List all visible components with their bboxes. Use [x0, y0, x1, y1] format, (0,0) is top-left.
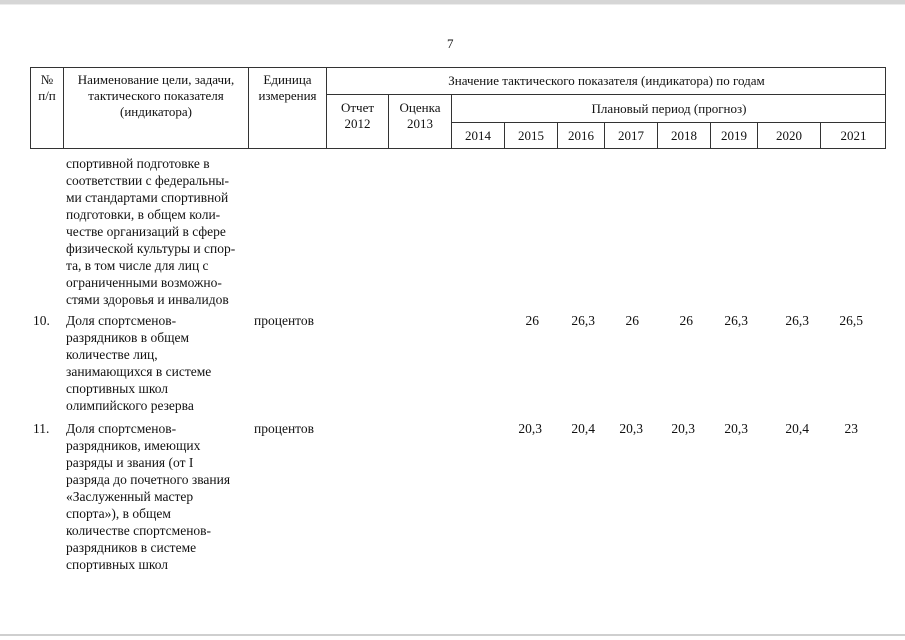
header-border-top	[30, 67, 886, 68]
row-name	[66, 420, 230, 573]
continuation-line: соответствии с федеральны-	[66, 173, 229, 188]
row-name-line: занимающихся в системе	[66, 364, 212, 379]
row-name-line: разряды и звания (от I	[66, 455, 194, 470]
row-name-line: Доля спортсменов-	[66, 421, 177, 436]
row-name-line: разрядников, имеющих	[66, 438, 201, 453]
header-report-line1: Отчет	[340, 100, 375, 115]
scan-edge-top-shadow	[0, 4, 905, 5]
row-value-2019: 20,3	[724, 421, 748, 436]
header-name	[64, 72, 248, 120]
row-name-line: разрядников в общем	[66, 330, 190, 345]
header-report	[327, 100, 388, 132]
header-unit	[249, 72, 326, 104]
row-value-2021: 26,5	[839, 313, 863, 328]
row-number: 10.	[33, 313, 50, 328]
row-name-line: спортивных школ	[66, 381, 169, 396]
header-num	[31, 72, 63, 104]
continuation-line: подготовки, в общем коли-	[66, 207, 221, 222]
header-estimate-line2: 2013	[407, 116, 433, 131]
header-year: 2020	[776, 128, 802, 143]
header-name-line2: тактического показателя	[88, 88, 224, 103]
row-value-2016: 20,4	[571, 421, 595, 436]
row-value-2016: 26,3	[571, 313, 595, 328]
row-value-2018: 26	[679, 313, 693, 328]
header-estimate-line1: Оценка	[399, 100, 441, 115]
row-name	[66, 312, 211, 414]
header-sep-values	[326, 94, 886, 95]
row-value-2020: 26,3	[785, 313, 809, 328]
header-estimate	[389, 100, 451, 132]
row-name-line: разрядников в системе	[66, 540, 197, 555]
header-year: 2014	[465, 128, 491, 143]
header-name-line3: (индикатора)	[120, 104, 192, 119]
continuation-text	[66, 155, 235, 308]
header-year: 2019	[721, 128, 747, 143]
header-num-line2: п/п	[38, 88, 56, 103]
row-value-2015: 26	[525, 313, 539, 328]
header-name-line1: Наименование цели, задачи,	[77, 72, 235, 87]
row-unit: процентов	[254, 313, 315, 328]
continuation-line: физической культуры и спор-	[66, 241, 236, 256]
row-name-line: разряда до почетного звания	[66, 472, 231, 487]
header-unit-line1: Единица	[263, 72, 312, 87]
header-values-title: Значение тактического показателя (индикатора) по годам	[448, 73, 765, 88]
row-value-2020: 20,4	[785, 421, 809, 436]
continuation-line: стями здоровья и инвалидов	[66, 292, 229, 307]
scan-edge-bottom	[0, 634, 905, 636]
row-name-line: олимпийского резерва	[66, 398, 194, 413]
table-header	[30, 67, 886, 149]
header-num-line1: №	[40, 72, 54, 87]
header-year: 2015	[518, 128, 544, 143]
header-year: 2018	[671, 128, 697, 143]
continuation-line: ми стандартами спортивной	[66, 190, 229, 205]
row-name-line: количестве лиц,	[66, 347, 158, 362]
continuation-line: ограниченными возможно-	[66, 275, 222, 290]
row-value-2015: 20,3	[518, 421, 542, 436]
row-name-line: «Заслуженный мастер	[66, 489, 194, 504]
continuation-line: та, в том числе для лиц с	[66, 258, 209, 273]
row-value-2017: 20,3	[619, 421, 643, 436]
page-number: 7	[447, 36, 454, 51]
row-value-2018: 20,3	[671, 421, 695, 436]
row-value-2021: 23	[844, 421, 858, 436]
header-unit-line2: измерения	[258, 88, 317, 103]
row-name-line: спортивных школ	[66, 557, 169, 572]
row-value-2017: 26	[625, 313, 639, 328]
header-year: 2021	[840, 128, 867, 143]
continuation-line: честве организаций в сфере	[66, 224, 226, 239]
row-value-2019: 26,3	[724, 313, 748, 328]
row-unit: процентов	[254, 421, 315, 436]
row-name-line: спорта»), в общем	[66, 506, 171, 521]
row-name-line: количестве спортсменов-	[66, 523, 212, 538]
header-report-line2: 2012	[344, 116, 371, 131]
header-year: 2017	[618, 128, 644, 143]
continuation-line: спортивной подготовке в	[66, 156, 210, 171]
row-name-line: Доля спортсменов-	[66, 313, 177, 328]
header-plan-title: Плановый период (прогноз)	[591, 101, 747, 116]
row-number: 11.	[33, 421, 50, 436]
header-year: 2016	[568, 128, 594, 143]
